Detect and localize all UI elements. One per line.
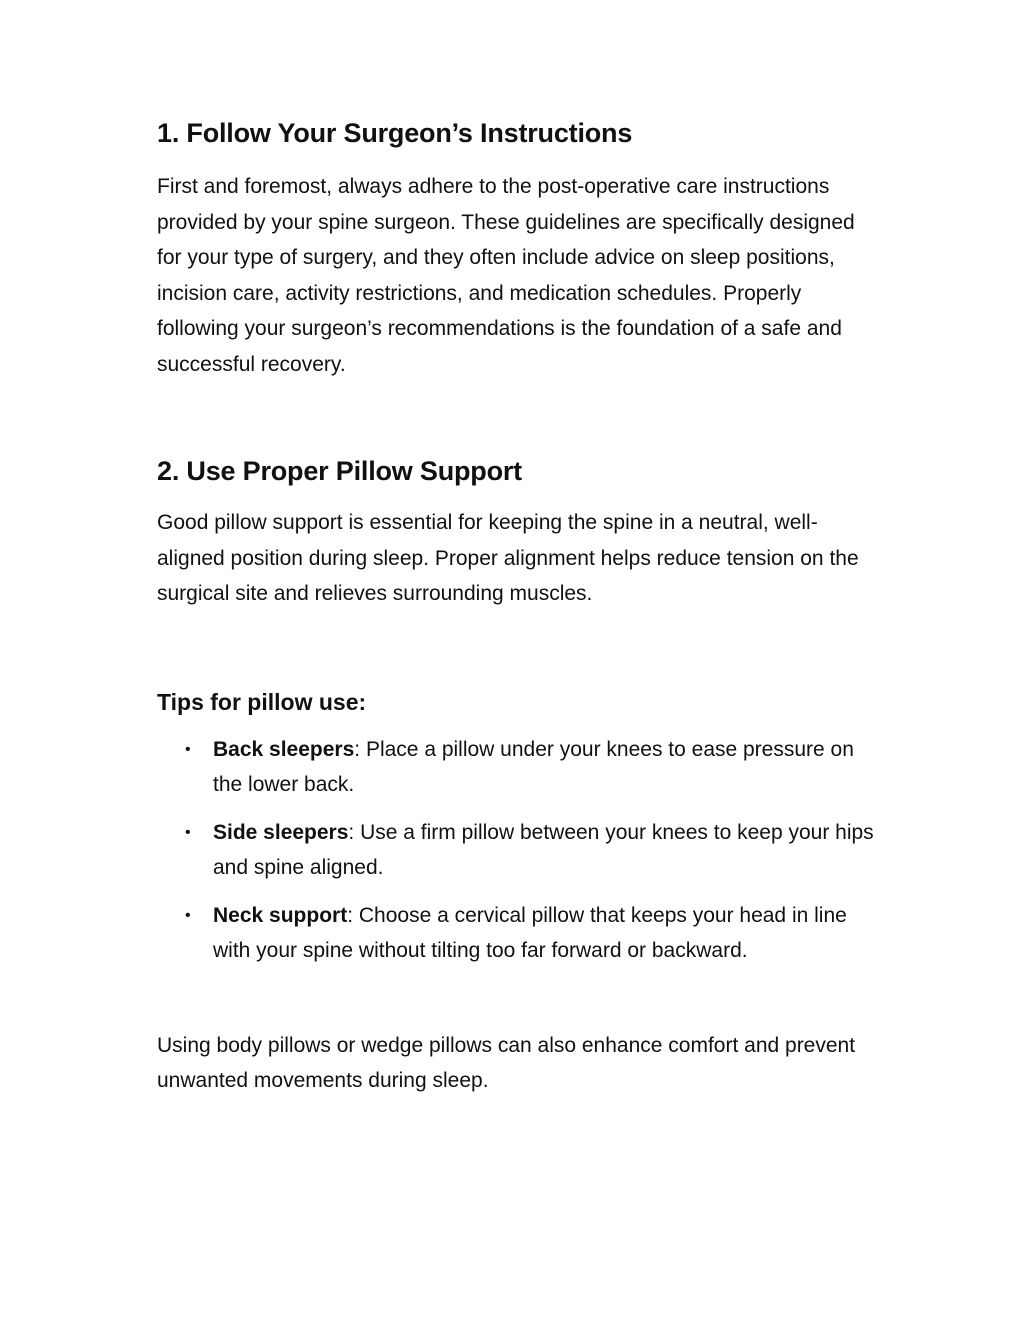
section-1-heading: 1. Follow Your Surgeon’s Instructions <box>157 118 633 148</box>
tips-list <box>157 732 877 968</box>
tip-term: Neck support <box>213 903 348 927</box>
tips-heading: Tips for pillow use: <box>157 688 367 715</box>
tip-text: : Place a pillow under your knees to ease pressure on the lower back. <box>213 737 854 796</box>
tip-text: : Use a firm pillow between your knees to keep your hips and spine aligned. <box>213 820 874 879</box>
bullet-icon: • <box>185 906 191 924</box>
tips-list-item-neck-support <box>157 898 877 968</box>
section-1-paragraph: First and foremost, always adhere to the post-operative care instructions provided by your spine surgeon. These guidelines are specifically designed for your type of surgery, and they often include advice on sleep positions, incision care, activity restrictions, and medication schedules. Properly following your surgeon’s recommendations is the foundation of a safe and successful recovery. <box>157 175 855 376</box>
tip-term: Back sleepers <box>213 737 355 761</box>
tips-list-item-side-sleepers <box>157 815 877 885</box>
tips-list-item-back-sleepers <box>157 732 877 802</box>
tip-term: Side sleepers <box>213 820 349 844</box>
document-content <box>157 113 877 1099</box>
tip-text: : Choose a cervical pillow that keeps your head in line with your spine without tilting too far forward or backward. <box>213 903 847 962</box>
closing-paragraph: Using body pillows or wedge pillows can also enhance comfort and prevent unwanted movements during sleep. <box>157 1033 856 1092</box>
section-2-heading: 2. Use Proper Pillow Support <box>157 456 522 486</box>
bullet-icon: • <box>185 823 191 841</box>
section-2-paragraph: Good pillow support is essential for keeping the spine in a neutral, well-aligned position during sleep. Proper alignment helps reduce tension on the surgical site and relieves surrounding muscles. <box>157 511 859 605</box>
bullet-icon: • <box>185 740 191 758</box>
